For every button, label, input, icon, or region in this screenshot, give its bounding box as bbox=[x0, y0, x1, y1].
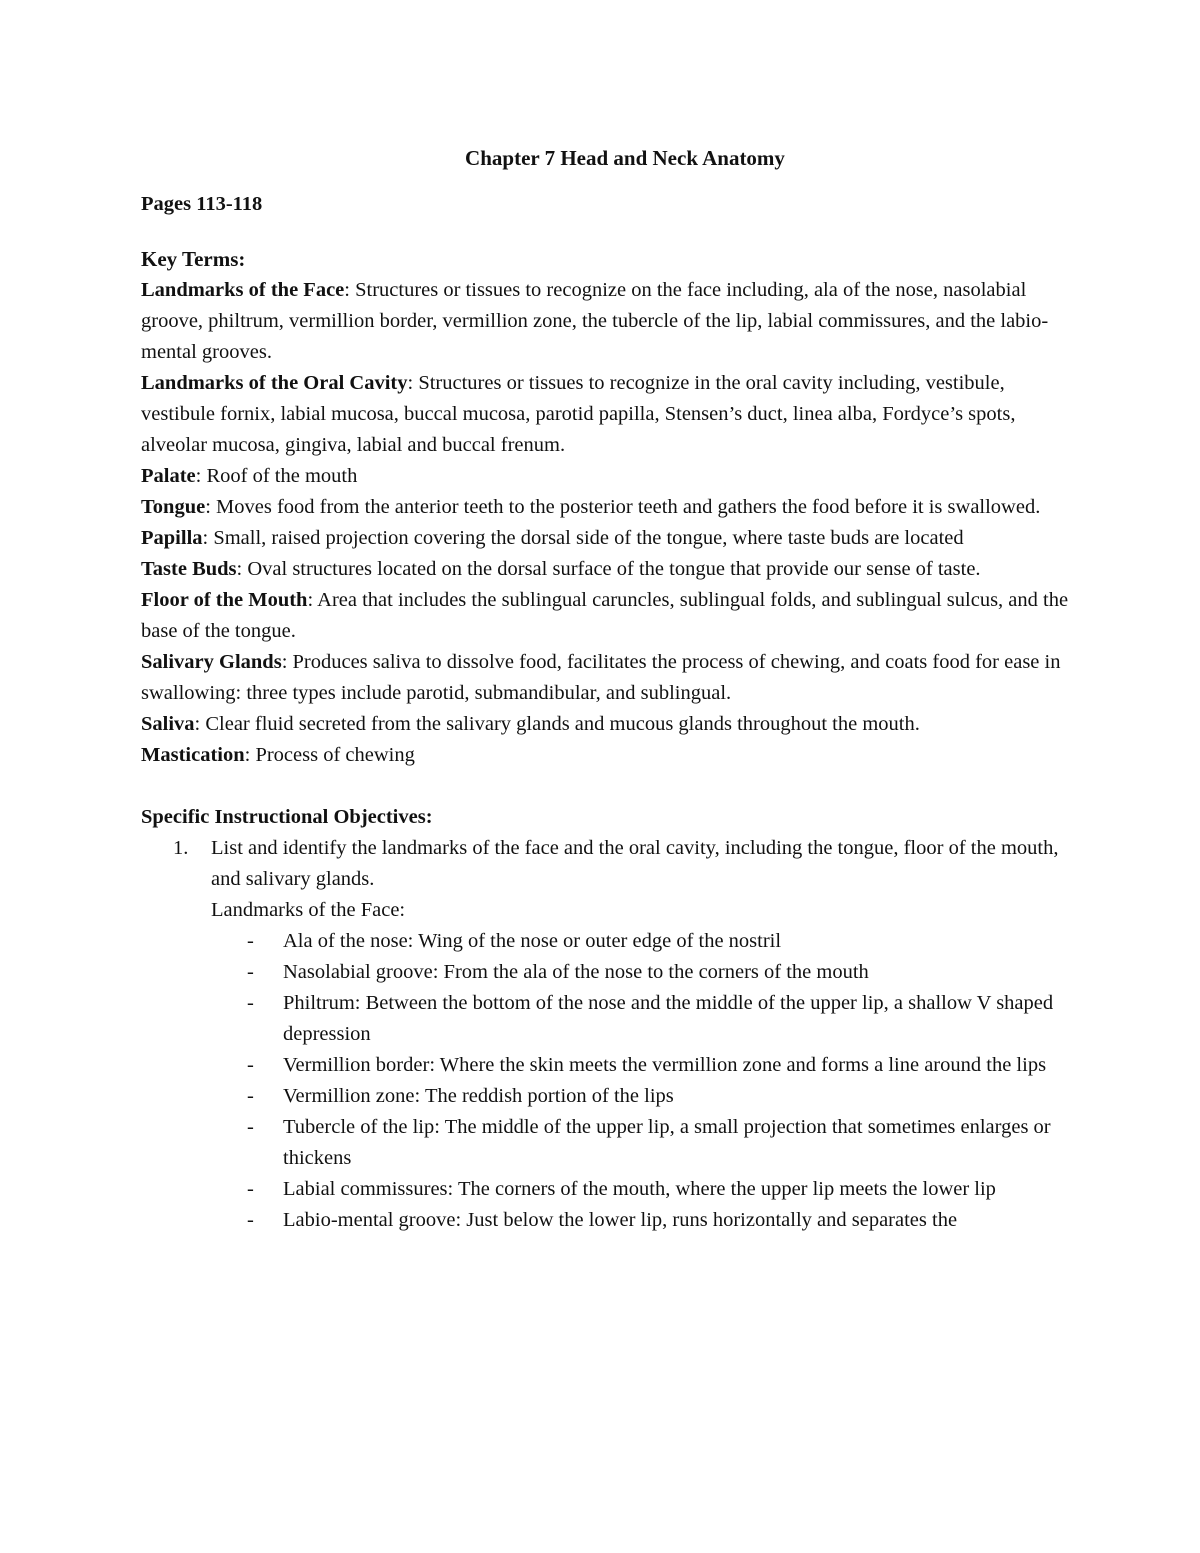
key-term-saliva bbox=[141, 709, 1071, 740]
key-term-floor-of-mouth bbox=[141, 585, 1071, 647]
term-name: Tongue bbox=[141, 496, 206, 518]
key-term-palate bbox=[141, 461, 1071, 492]
list-item bbox=[211, 1205, 1071, 1236]
term-definition: : Roof of the mouth bbox=[195, 465, 358, 487]
list-item bbox=[211, 988, 1071, 1050]
objective-subheading: Landmarks of the Face: bbox=[211, 899, 406, 921]
dash-bullet: - bbox=[247, 1116, 254, 1138]
term-name: Landmarks of the Face bbox=[141, 279, 345, 301]
key-term-taste-buds bbox=[141, 554, 1071, 585]
term-name: Saliva bbox=[141, 713, 195, 735]
document-title: Chapter 7 Head and Neck Anatomy bbox=[465, 146, 785, 170]
term-name: Floor of the Mouth bbox=[141, 589, 308, 611]
dash-bullet: - bbox=[247, 992, 254, 1014]
term-definition: : Area that includes the sublingual caruncles, sublingual folds, and sublingual sulcus, and the base of the tongue. bbox=[141, 589, 1069, 642]
face-landmarks-list bbox=[211, 926, 1071, 1236]
objective-item bbox=[141, 833, 1071, 1236]
term-definition: : Moves food from the anterior teeth to the posterior teeth and gathers the food before it is swallowed. bbox=[205, 496, 1041, 518]
term-definition: : Oval structures located on the dorsal surface of the tongue that provide our sense of taste. bbox=[236, 558, 981, 580]
objective-text: List and identify the landmarks of the face and the oral cavity, including the tongue, floor of the mouth, and salivary glands. bbox=[211, 837, 1059, 890]
dash-bullet: - bbox=[247, 961, 254, 983]
list-item bbox=[211, 1081, 1071, 1112]
page-range: Pages 113-118 bbox=[141, 193, 263, 215]
list-item bbox=[211, 1112, 1071, 1174]
list-item-text: Ala of the nose: Wing of the nose or outer edge of the nostril bbox=[283, 930, 782, 952]
objectives-list bbox=[141, 833, 1071, 1236]
key-term-landmarks-face bbox=[141, 275, 1071, 368]
list-item bbox=[211, 926, 1071, 957]
key-term-tongue bbox=[141, 492, 1071, 523]
section-spacer bbox=[141, 771, 1071, 802]
document-page bbox=[141, 143, 1071, 1236]
objective-number: 1. bbox=[173, 837, 189, 859]
term-name: Papilla bbox=[141, 527, 203, 549]
dash-bullet: - bbox=[247, 1209, 254, 1231]
key-term-salivary-glands bbox=[141, 647, 1071, 709]
term-name: Landmarks of the Oral Cavity bbox=[141, 372, 408, 394]
term-definition: : Structures or tissues to recognize in the oral cavity including, vestibule, vestibule fornix, labial mucosa, buccal mucosa, parotid papilla, Stensen’s duct, linea alba, Fordyce’s spots, alveolar mucosa, gingiva, labial and buccal frenum. bbox=[141, 372, 1016, 456]
key-terms-list bbox=[141, 275, 1071, 771]
list-item bbox=[211, 1174, 1071, 1205]
list-item-text: Labio-mental groove: Just below the lower lip, runs horizontally and separates the bbox=[283, 1209, 958, 1231]
dash-bullet: - bbox=[247, 1085, 254, 1107]
list-item-text: Vermillion zone: The reddish portion of the lips bbox=[283, 1085, 674, 1107]
list-item-text: Philtrum: Between the bottom of the nose and the middle of the upper lip, a shallow V shaped depression bbox=[283, 992, 1054, 1045]
term-name: Taste Buds bbox=[141, 558, 237, 580]
list-item bbox=[211, 1050, 1071, 1081]
list-item-text: Nasolabial groove: From the ala of the nose to the corners of the mouth bbox=[283, 961, 869, 983]
key-term-papilla bbox=[141, 523, 1071, 554]
key-terms-heading: Key Terms: bbox=[141, 247, 246, 271]
list-item-text: Labial commissures: The corners of the mouth, where the upper lip meets the lower lip bbox=[283, 1178, 996, 1200]
list-item-text: Vermillion border: Where the skin meets the vermillion zone and forms a line around the lips bbox=[283, 1054, 1047, 1076]
dash-bullet: - bbox=[247, 1178, 254, 1200]
term-definition: : Small, raised projection covering the dorsal side of the tongue, where taste buds are located bbox=[202, 527, 964, 549]
term-name: Palate bbox=[141, 465, 196, 487]
key-term-mastication bbox=[141, 740, 1071, 771]
term-definition: : Produces saliva to dissolve food, facilitates the process of chewing, and coats food for ease in swallowing: three types include parotid, submandibular, and sublingual. bbox=[141, 651, 1061, 704]
dash-bullet: - bbox=[247, 930, 254, 952]
key-term-landmarks-oral-cavity bbox=[141, 368, 1071, 461]
term-definition: : Clear fluid secreted from the salivary glands and mucous glands throughout the mouth. bbox=[194, 713, 920, 735]
list-item-text: Tubercle of the lip: The middle of the upper lip, a small projection that sometimes enlarges or thickens bbox=[283, 1116, 1051, 1169]
list-item bbox=[211, 957, 1071, 988]
dash-bullet: - bbox=[247, 1054, 254, 1076]
term-name: Salivary Glands bbox=[141, 651, 282, 673]
objectives-heading: Specific Instructional Objectives: bbox=[141, 806, 433, 828]
term-definition: : Structures or tissues to recognize on the face including, ala of the nose, nasolabial groove, philtrum, vermillion border, vermillion zone, the tubercle of the lip, labial commissures, and the labio-mental grooves. bbox=[141, 279, 1049, 363]
term-definition: : Process of chewing bbox=[244, 744, 415, 766]
term-name: Mastication bbox=[141, 744, 245, 766]
